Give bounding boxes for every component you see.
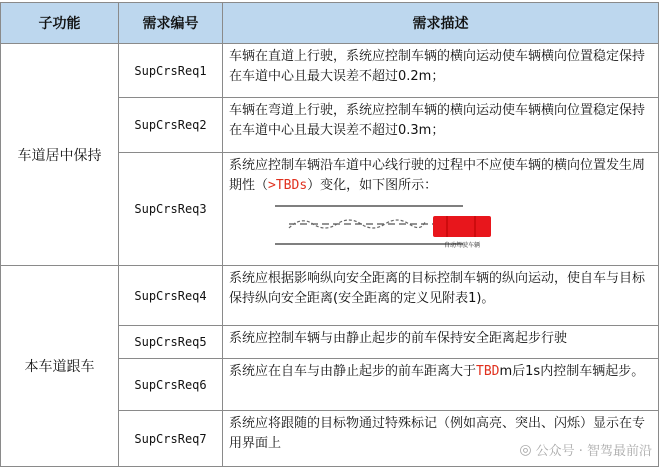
table-row [1,44,659,98]
req-desc-part: ）变化，如下图所示： [307,178,438,193]
req-desc: 系统应将跟随的目标物通过特殊标记（例如高亮、突出、闪烁）显示在专用界面上 [223,411,659,467]
req-id: SupCrsReq4 [119,266,223,326]
req-desc-part: 系统应在自车与由静止起步的前车距离大于 [229,364,477,379]
req-desc [223,359,659,411]
header-desc: 需求描述 [223,3,659,44]
tbd-value: TBD [476,364,500,379]
req-id: SupCrsReq7 [119,411,223,467]
requirements-table [0,2,659,467]
group-lane-following: 本车道跟车 [1,266,119,467]
group-lane-centering: 车道居中保持 [1,44,119,266]
vehicle-icon [433,216,491,237]
header-row [1,3,659,44]
header-id: 需求编号 [119,3,223,44]
watermark [519,440,652,459]
table-row [1,266,659,326]
req-desc: 车辆在弯道上行驶，系统应控制车辆的横向运动使车辆横向位置稳定保持在车道中心且最大误差不超过0.3m； [223,98,659,153]
req-id: SupCrsReq2 [119,98,223,153]
req-id: SupCrsReq5 [119,326,223,359]
req-id: SupCrsReq1 [119,44,223,98]
oscillation-diagram [229,202,481,249]
req-desc-part: 系统应控制车辆沿车道中心线行驶的过程中不应使车辆的横向位置发生周期性（ [229,158,646,193]
req-desc [223,153,659,266]
watermark-text: 公众号 · 智驾最前沿 [535,444,652,459]
req-desc: 系统应根据影响纵向安全距离的目标控制车辆的纵向运动，使自车与目标保持纵向安全距离(安全距离的定义见附表1)。 [223,266,659,326]
req-desc: 车辆在直道上行驶，系统应控制车辆的横向运动使车辆横向位置稳定保持在车道中心且最大误差不超过0.2m； [223,44,659,98]
vehicle-label: 自动驾驶车辆 [443,242,481,249]
req-id: SupCrsReq3 [119,153,223,266]
wechat-icon: ◎ [519,441,532,458]
req-desc-part: m后1s内控制车辆起步。 [499,364,645,379]
req-id: SupCrsReq6 [119,359,223,411]
header-func: 子功能 [1,3,119,44]
tbd-value: >TBDs [268,178,308,193]
req-desc: 系统应控制车辆与由静止起步的前车保持安全距离起步行驶 [223,326,659,359]
